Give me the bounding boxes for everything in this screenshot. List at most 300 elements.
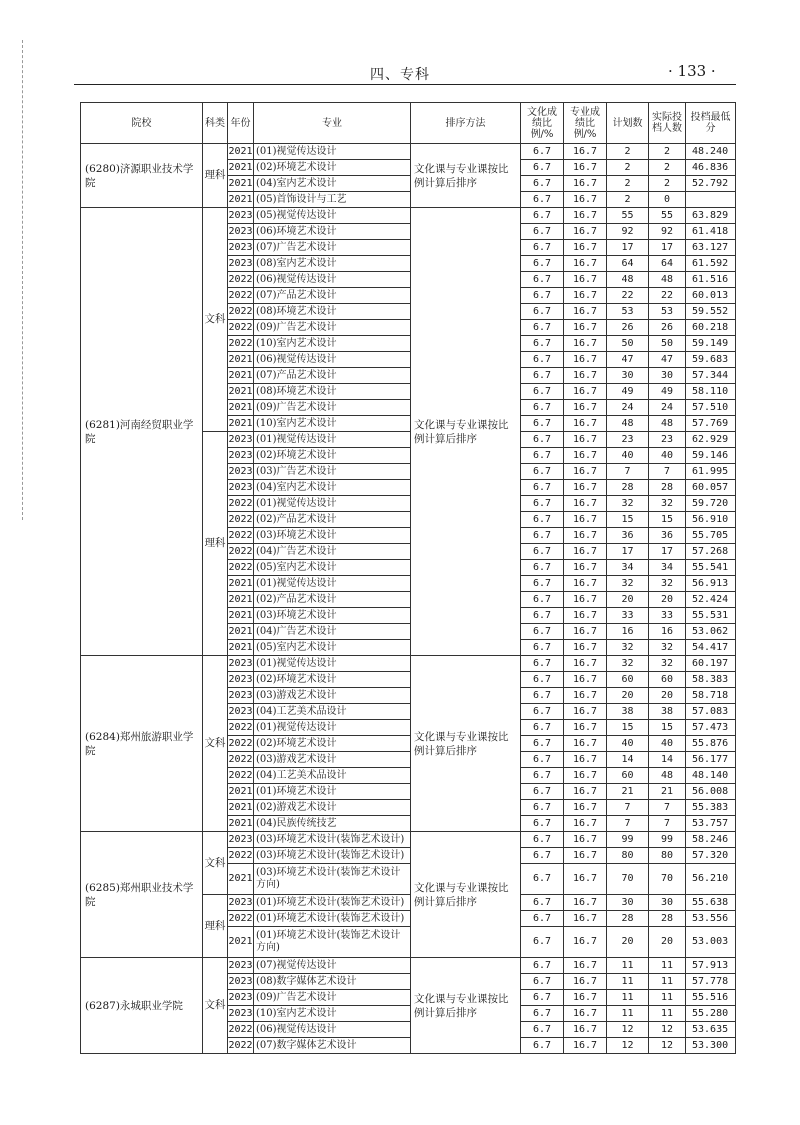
actual-count-cell: 30 bbox=[649, 895, 686, 911]
actual-count-cell: 11 bbox=[649, 958, 686, 974]
min-score-cell: 55.876 bbox=[686, 736, 736, 752]
actual-count-cell: 20 bbox=[649, 927, 686, 958]
culture-ratio-cell: 6.7 bbox=[521, 288, 564, 304]
major-cell: (09)广告艺术设计 bbox=[254, 990, 411, 1006]
actual-count-cell: 11 bbox=[649, 990, 686, 1006]
min-score-cell: 61.995 bbox=[686, 464, 736, 480]
major-ratio-cell: 16.7 bbox=[564, 848, 607, 864]
major-cell: (03)游戏艺术设计 bbox=[254, 688, 411, 704]
culture-ratio-cell: 6.7 bbox=[521, 624, 564, 640]
major-ratio-cell: 16.7 bbox=[564, 720, 607, 736]
col-header-culture-ratio: 文化成绩比例/% bbox=[521, 103, 564, 144]
section-title: 四、专科 bbox=[370, 67, 430, 83]
subject-type: 理科 bbox=[203, 432, 228, 656]
major-ratio-cell: 16.7 bbox=[564, 512, 607, 528]
major-ratio-cell: 16.7 bbox=[564, 560, 607, 576]
min-score-cell: 59.149 bbox=[686, 336, 736, 352]
col-header-year: 年份 bbox=[228, 103, 254, 144]
min-score-cell: 59.146 bbox=[686, 448, 736, 464]
culture-ratio-cell: 6.7 bbox=[521, 895, 564, 911]
major-ratio-cell: 16.7 bbox=[564, 544, 607, 560]
sort-method: 文化课与专业课按比例计算后排序 bbox=[411, 958, 521, 1054]
plan-count-cell: 99 bbox=[607, 832, 649, 848]
actual-count-cell: 2 bbox=[649, 176, 686, 192]
major-ratio-cell: 16.7 bbox=[564, 240, 607, 256]
table-row bbox=[81, 208, 736, 224]
major-ratio-cell: 16.7 bbox=[564, 895, 607, 911]
actual-count-cell: 70 bbox=[649, 864, 686, 895]
major-ratio-cell: 16.7 bbox=[564, 432, 607, 448]
actual-count-cell: 26 bbox=[649, 320, 686, 336]
major-cell: (04)广告艺术设计 bbox=[254, 544, 411, 560]
min-score-cell: 56.910 bbox=[686, 512, 736, 528]
actual-count-cell: 80 bbox=[649, 848, 686, 864]
plan-count-cell: 23 bbox=[607, 432, 649, 448]
year-cell: 2023 bbox=[228, 432, 254, 448]
actual-count-cell: 11 bbox=[649, 1006, 686, 1022]
year-cell: 2021 bbox=[228, 800, 254, 816]
major-cell: (01)环境艺术设计(装饰艺术设计方向) bbox=[254, 927, 411, 958]
actual-count-cell: 20 bbox=[649, 592, 686, 608]
major-cell: (05)室内艺术设计 bbox=[254, 640, 411, 656]
culture-ratio-cell: 6.7 bbox=[521, 974, 564, 990]
plan-count-cell: 17 bbox=[607, 240, 649, 256]
major-cell: (06)环境艺术设计 bbox=[254, 224, 411, 240]
major-cell: (04)室内艺术设计 bbox=[254, 176, 411, 192]
plan-count-cell: 26 bbox=[607, 320, 649, 336]
actual-count-cell: 48 bbox=[649, 272, 686, 288]
culture-ratio-cell: 6.7 bbox=[521, 320, 564, 336]
year-cell: 2023 bbox=[228, 958, 254, 974]
major-cell: (04)民族传统技艺 bbox=[254, 816, 411, 832]
culture-ratio-cell: 6.7 bbox=[521, 608, 564, 624]
min-score-cell: 60.013 bbox=[686, 288, 736, 304]
major-cell: (09)广告艺术设计 bbox=[254, 400, 411, 416]
major-cell: (04)广告艺术设计 bbox=[254, 624, 411, 640]
plan-count-cell: 22 bbox=[607, 288, 649, 304]
culture-ratio-cell: 6.7 bbox=[521, 160, 564, 176]
culture-ratio-cell: 6.7 bbox=[521, 208, 564, 224]
year-cell: 2023 bbox=[228, 656, 254, 672]
min-score-cell: 57.320 bbox=[686, 848, 736, 864]
min-score-cell: 61.592 bbox=[686, 256, 736, 272]
major-cell: (06)视觉传达设计 bbox=[254, 352, 411, 368]
culture-ratio-cell: 6.7 bbox=[521, 1006, 564, 1022]
plan-count-cell: 16 bbox=[607, 624, 649, 640]
min-score-cell: 55.516 bbox=[686, 990, 736, 1006]
year-cell: 2021 bbox=[228, 816, 254, 832]
actual-count-cell: 20 bbox=[649, 688, 686, 704]
min-score-cell: 57.778 bbox=[686, 974, 736, 990]
school-name: (6280)济源职业技术学院 bbox=[81, 144, 203, 208]
major-ratio-cell: 16.7 bbox=[564, 400, 607, 416]
actual-count-cell: 7 bbox=[649, 464, 686, 480]
min-score-cell: 63.127 bbox=[686, 240, 736, 256]
culture-ratio-cell: 6.7 bbox=[521, 400, 564, 416]
min-score-cell: 46.836 bbox=[686, 160, 736, 176]
min-score-cell: 57.083 bbox=[686, 704, 736, 720]
actual-count-cell: 7 bbox=[649, 816, 686, 832]
culture-ratio-cell: 6.7 bbox=[521, 512, 564, 528]
min-score-cell: 62.929 bbox=[686, 432, 736, 448]
subject-type: 文科 bbox=[203, 832, 228, 895]
actual-count-cell: 48 bbox=[649, 768, 686, 784]
year-cell: 2021 bbox=[228, 592, 254, 608]
year-cell: 2023 bbox=[228, 832, 254, 848]
year-cell: 2022 bbox=[228, 528, 254, 544]
actual-count-cell: 14 bbox=[649, 752, 686, 768]
culture-ratio-cell: 6.7 bbox=[521, 368, 564, 384]
year-cell: 2022 bbox=[228, 304, 254, 320]
actual-count-cell: 47 bbox=[649, 352, 686, 368]
major-ratio-cell: 16.7 bbox=[564, 800, 607, 816]
major-cell: (03)环境艺术设计(装饰艺术设计) bbox=[254, 832, 411, 848]
min-score-cell: 58.718 bbox=[686, 688, 736, 704]
major-ratio-cell: 16.7 bbox=[564, 496, 607, 512]
min-score-cell: 56.008 bbox=[686, 784, 736, 800]
plan-count-cell: 32 bbox=[607, 640, 649, 656]
major-ratio-cell: 16.7 bbox=[564, 304, 607, 320]
plan-count-cell: 36 bbox=[607, 528, 649, 544]
culture-ratio-cell: 6.7 bbox=[521, 480, 564, 496]
major-ratio-cell: 16.7 bbox=[564, 640, 607, 656]
major-cell: (08)数字媒体艺术设计 bbox=[254, 974, 411, 990]
major-ratio-cell: 16.7 bbox=[564, 958, 607, 974]
major-cell: (10)室内艺术设计 bbox=[254, 1006, 411, 1022]
year-cell: 2021 bbox=[228, 416, 254, 432]
plan-count-cell: 40 bbox=[607, 448, 649, 464]
col-header-method: 排序方法 bbox=[411, 103, 521, 144]
culture-ratio-cell: 6.7 bbox=[521, 144, 564, 160]
major-cell: (04)室内艺术设计 bbox=[254, 480, 411, 496]
major-cell: (01)环境艺术设计(装饰艺术设计) bbox=[254, 911, 411, 927]
plan-count-cell: 92 bbox=[607, 224, 649, 240]
min-score-cell: 59.552 bbox=[686, 304, 736, 320]
plan-count-cell: 15 bbox=[607, 512, 649, 528]
major-cell: (01)视觉传达设计 bbox=[254, 144, 411, 160]
min-score-cell: 56.210 bbox=[686, 864, 736, 895]
min-score-cell: 55.541 bbox=[686, 560, 736, 576]
plan-count-cell: 32 bbox=[607, 576, 649, 592]
culture-ratio-cell: 6.7 bbox=[521, 576, 564, 592]
major-cell: (04)工艺美术品设计 bbox=[254, 704, 411, 720]
major-cell: (03)环境艺术设计(装饰艺术设计) bbox=[254, 848, 411, 864]
actual-count-cell: 40 bbox=[649, 736, 686, 752]
year-cell: 2021 bbox=[228, 400, 254, 416]
culture-ratio-cell: 6.7 bbox=[521, 784, 564, 800]
plan-count-cell: 20 bbox=[607, 688, 649, 704]
plan-count-cell: 64 bbox=[607, 256, 649, 272]
major-ratio-cell: 16.7 bbox=[564, 272, 607, 288]
culture-ratio-cell: 6.7 bbox=[521, 864, 564, 895]
culture-ratio-cell: 6.7 bbox=[521, 544, 564, 560]
culture-ratio-cell: 6.7 bbox=[521, 464, 564, 480]
major-cell: (03)环境艺术设计(装饰艺术设计方向) bbox=[254, 864, 411, 895]
actual-count-cell: 0 bbox=[649, 192, 686, 208]
year-cell: 2022 bbox=[228, 848, 254, 864]
min-score-cell: 60.197 bbox=[686, 656, 736, 672]
plan-count-cell: 14 bbox=[607, 752, 649, 768]
major-ratio-cell: 16.7 bbox=[564, 416, 607, 432]
table-row bbox=[81, 656, 736, 672]
min-score-cell: 56.913 bbox=[686, 576, 736, 592]
min-score-cell: 58.246 bbox=[686, 832, 736, 848]
plan-count-cell: 24 bbox=[607, 400, 649, 416]
plan-count-cell: 12 bbox=[607, 1038, 649, 1054]
year-cell: 2023 bbox=[228, 672, 254, 688]
actual-count-cell: 30 bbox=[649, 368, 686, 384]
year-cell: 2023 bbox=[228, 448, 254, 464]
min-score-cell: 56.177 bbox=[686, 752, 736, 768]
binding-margin-line bbox=[22, 40, 23, 520]
major-ratio-cell: 16.7 bbox=[564, 704, 607, 720]
sort-method: 文化课与专业课按比例计算后排序 bbox=[411, 656, 521, 832]
culture-ratio-cell: 6.7 bbox=[521, 176, 564, 192]
actual-count-cell: 92 bbox=[649, 224, 686, 240]
min-score-cell: 61.418 bbox=[686, 224, 736, 240]
major-ratio-cell: 16.7 bbox=[564, 464, 607, 480]
subject-type: 理科 bbox=[203, 895, 228, 958]
plan-count-cell: 30 bbox=[607, 368, 649, 384]
year-cell: 2022 bbox=[228, 320, 254, 336]
major-cell: (03)广告艺术设计 bbox=[254, 464, 411, 480]
col-header-plan: 计划数 bbox=[607, 103, 649, 144]
min-score-cell: 53.062 bbox=[686, 624, 736, 640]
year-cell: 2022 bbox=[228, 272, 254, 288]
col-header-type: 科类 bbox=[203, 103, 228, 144]
year-cell: 2021 bbox=[228, 176, 254, 192]
plan-count-cell: 47 bbox=[607, 352, 649, 368]
major-cell: (07)产品艺术设计 bbox=[254, 288, 411, 304]
major-ratio-cell: 16.7 bbox=[564, 688, 607, 704]
culture-ratio-cell: 6.7 bbox=[521, 432, 564, 448]
major-cell: (01)视觉传达设计 bbox=[254, 432, 411, 448]
culture-ratio-cell: 6.7 bbox=[521, 640, 564, 656]
major-cell: (03)游戏艺术设计 bbox=[254, 752, 411, 768]
major-cell: (06)视觉传达设计 bbox=[254, 1022, 411, 1038]
year-cell: 2022 bbox=[228, 911, 254, 927]
plan-count-cell: 11 bbox=[607, 974, 649, 990]
major-cell: (06)视觉传达设计 bbox=[254, 272, 411, 288]
year-cell: 2021 bbox=[228, 640, 254, 656]
sort-method: 文化课与专业课按比例计算后排序 bbox=[411, 144, 521, 208]
year-cell: 2023 bbox=[228, 256, 254, 272]
min-score-cell: 48.140 bbox=[686, 768, 736, 784]
culture-ratio-cell: 6.7 bbox=[521, 560, 564, 576]
major-ratio-cell: 16.7 bbox=[564, 192, 607, 208]
year-cell: 2021 bbox=[228, 160, 254, 176]
year-cell: 2022 bbox=[228, 336, 254, 352]
culture-ratio-cell: 6.7 bbox=[521, 240, 564, 256]
col-header-school: 院校 bbox=[81, 103, 203, 144]
year-cell: 2022 bbox=[228, 736, 254, 752]
culture-ratio-cell: 6.7 bbox=[521, 224, 564, 240]
plan-count-cell: 7 bbox=[607, 800, 649, 816]
actual-count-cell: 32 bbox=[649, 496, 686, 512]
plan-count-cell: 70 bbox=[607, 864, 649, 895]
year-cell: 2022 bbox=[228, 1022, 254, 1038]
actual-count-cell: 15 bbox=[649, 512, 686, 528]
actual-count-cell: 36 bbox=[649, 528, 686, 544]
year-cell: 2022 bbox=[228, 512, 254, 528]
major-ratio-cell: 16.7 bbox=[564, 656, 607, 672]
col-header-actual: 实际投档人数 bbox=[649, 103, 686, 144]
major-cell: (07)产品艺术设计 bbox=[254, 368, 411, 384]
major-ratio-cell: 16.7 bbox=[564, 736, 607, 752]
culture-ratio-cell: 6.7 bbox=[521, 911, 564, 927]
major-cell: (01)环境艺术设计 bbox=[254, 784, 411, 800]
min-score-cell: 57.913 bbox=[686, 958, 736, 974]
major-ratio-cell: 16.7 bbox=[564, 368, 607, 384]
plan-count-cell: 28 bbox=[607, 480, 649, 496]
plan-count-cell: 20 bbox=[607, 592, 649, 608]
actual-count-cell: 12 bbox=[649, 1022, 686, 1038]
table-row bbox=[81, 832, 736, 848]
actual-count-cell: 99 bbox=[649, 832, 686, 848]
min-score-cell: 53.300 bbox=[686, 1038, 736, 1054]
major-cell: (03)环境艺术设计 bbox=[254, 528, 411, 544]
culture-ratio-cell: 6.7 bbox=[521, 1022, 564, 1038]
year-cell: 2021 bbox=[228, 192, 254, 208]
year-cell: 2022 bbox=[228, 752, 254, 768]
min-score-cell: 63.829 bbox=[686, 208, 736, 224]
year-cell: 2022 bbox=[228, 544, 254, 560]
major-cell: (05)首饰设计与工艺 bbox=[254, 192, 411, 208]
culture-ratio-cell: 6.7 bbox=[521, 336, 564, 352]
subject-type: 理科 bbox=[203, 144, 228, 208]
plan-count-cell: 7 bbox=[607, 464, 649, 480]
plan-count-cell: 2 bbox=[607, 176, 649, 192]
min-score-cell: 52.424 bbox=[686, 592, 736, 608]
year-cell: 2023 bbox=[228, 208, 254, 224]
major-ratio-cell: 16.7 bbox=[564, 1022, 607, 1038]
year-cell: 2021 bbox=[228, 784, 254, 800]
major-cell: (02)环境艺术设计 bbox=[254, 448, 411, 464]
year-cell: 2022 bbox=[228, 1038, 254, 1054]
major-cell: (02)产品艺术设计 bbox=[254, 512, 411, 528]
min-score-cell: 52.792 bbox=[686, 176, 736, 192]
actual-count-cell: 2 bbox=[649, 160, 686, 176]
plan-count-cell: 7 bbox=[607, 816, 649, 832]
culture-ratio-cell: 6.7 bbox=[521, 416, 564, 432]
major-cell: (10)室内艺术设计 bbox=[254, 336, 411, 352]
major-cell: (02)环境艺术设计 bbox=[254, 160, 411, 176]
year-cell: 2023 bbox=[228, 480, 254, 496]
culture-ratio-cell: 6.7 bbox=[521, 352, 564, 368]
min-score-cell: 54.417 bbox=[686, 640, 736, 656]
actual-count-cell: 64 bbox=[649, 256, 686, 272]
subject-type: 文科 bbox=[203, 208, 228, 432]
actual-count-cell: 34 bbox=[649, 560, 686, 576]
actual-count-cell: 60 bbox=[649, 672, 686, 688]
major-ratio-cell: 16.7 bbox=[564, 990, 607, 1006]
actual-count-cell: 15 bbox=[649, 720, 686, 736]
min-score-cell: 61.516 bbox=[686, 272, 736, 288]
min-score-cell: 57.473 bbox=[686, 720, 736, 736]
major-cell: (01)视觉传达设计 bbox=[254, 720, 411, 736]
plan-count-cell: 34 bbox=[607, 560, 649, 576]
min-score-cell: 59.683 bbox=[686, 352, 736, 368]
year-cell: 2021 bbox=[228, 624, 254, 640]
min-score-cell: 55.531 bbox=[686, 608, 736, 624]
actual-count-cell: 7 bbox=[649, 800, 686, 816]
plan-count-cell: 20 bbox=[607, 927, 649, 958]
min-score-cell: 55.383 bbox=[686, 800, 736, 816]
school-name: (6285)郑州职业技术学院 bbox=[81, 832, 203, 958]
actual-count-cell: 50 bbox=[649, 336, 686, 352]
year-cell: 2022 bbox=[228, 288, 254, 304]
major-ratio-cell: 16.7 bbox=[564, 974, 607, 990]
culture-ratio-cell: 6.7 bbox=[521, 1038, 564, 1054]
culture-ratio-cell: 6.7 bbox=[521, 848, 564, 864]
plan-count-cell: 11 bbox=[607, 958, 649, 974]
year-cell: 2021 bbox=[228, 864, 254, 895]
min-score-cell bbox=[686, 192, 736, 208]
table-header-row bbox=[81, 103, 736, 144]
actual-count-cell: 33 bbox=[649, 608, 686, 624]
actual-count-cell: 23 bbox=[649, 432, 686, 448]
major-cell: (09)广告艺术设计 bbox=[254, 320, 411, 336]
major-ratio-cell: 16.7 bbox=[564, 576, 607, 592]
col-header-min-score: 投档最低分 bbox=[686, 103, 736, 144]
year-cell: 2021 bbox=[228, 144, 254, 160]
major-cell: (02)环境艺术设计 bbox=[254, 672, 411, 688]
culture-ratio-cell: 6.7 bbox=[521, 688, 564, 704]
culture-ratio-cell: 6.7 bbox=[521, 304, 564, 320]
culture-ratio-cell: 6.7 bbox=[521, 448, 564, 464]
plan-count-cell: 60 bbox=[607, 672, 649, 688]
year-cell: 2021 bbox=[228, 576, 254, 592]
plan-count-cell: 12 bbox=[607, 1022, 649, 1038]
actual-count-cell: 48 bbox=[649, 416, 686, 432]
actual-count-cell: 17 bbox=[649, 240, 686, 256]
year-cell: 2021 bbox=[228, 927, 254, 958]
admission-table bbox=[80, 102, 736, 1054]
culture-ratio-cell: 6.7 bbox=[521, 736, 564, 752]
min-score-cell: 60.218 bbox=[686, 320, 736, 336]
major-cell: (07)广告艺术设计 bbox=[254, 240, 411, 256]
min-score-cell: 58.110 bbox=[686, 384, 736, 400]
actual-count-cell: 55 bbox=[649, 208, 686, 224]
major-ratio-cell: 16.7 bbox=[564, 320, 607, 336]
year-cell: 2021 bbox=[228, 384, 254, 400]
major-ratio-cell: 16.7 bbox=[564, 592, 607, 608]
major-cell: (05)视觉传达设计 bbox=[254, 208, 411, 224]
actual-count-cell: 12 bbox=[649, 1038, 686, 1054]
major-ratio-cell: 16.7 bbox=[564, 528, 607, 544]
actual-count-cell: 32 bbox=[649, 640, 686, 656]
table-row bbox=[81, 958, 736, 974]
major-ratio-cell: 16.7 bbox=[564, 384, 607, 400]
actual-count-cell: 38 bbox=[649, 704, 686, 720]
major-cell: (05)室内艺术设计 bbox=[254, 560, 411, 576]
plan-count-cell: 40 bbox=[607, 736, 649, 752]
plan-count-cell: 48 bbox=[607, 272, 649, 288]
major-cell: (01)视觉传达设计 bbox=[254, 496, 411, 512]
culture-ratio-cell: 6.7 bbox=[521, 704, 564, 720]
min-score-cell: 55.638 bbox=[686, 895, 736, 911]
actual-count-cell: 49 bbox=[649, 384, 686, 400]
year-cell: 2022 bbox=[228, 768, 254, 784]
plan-count-cell: 50 bbox=[607, 336, 649, 352]
school-name: (6287)永城职业学院 bbox=[81, 958, 203, 1054]
actual-count-cell: 53 bbox=[649, 304, 686, 320]
plan-count-cell: 17 bbox=[607, 544, 649, 560]
major-cell: (01)视觉传达设计 bbox=[254, 656, 411, 672]
culture-ratio-cell: 6.7 bbox=[521, 720, 564, 736]
culture-ratio-cell: 6.7 bbox=[521, 272, 564, 288]
major-ratio-cell: 16.7 bbox=[564, 784, 607, 800]
